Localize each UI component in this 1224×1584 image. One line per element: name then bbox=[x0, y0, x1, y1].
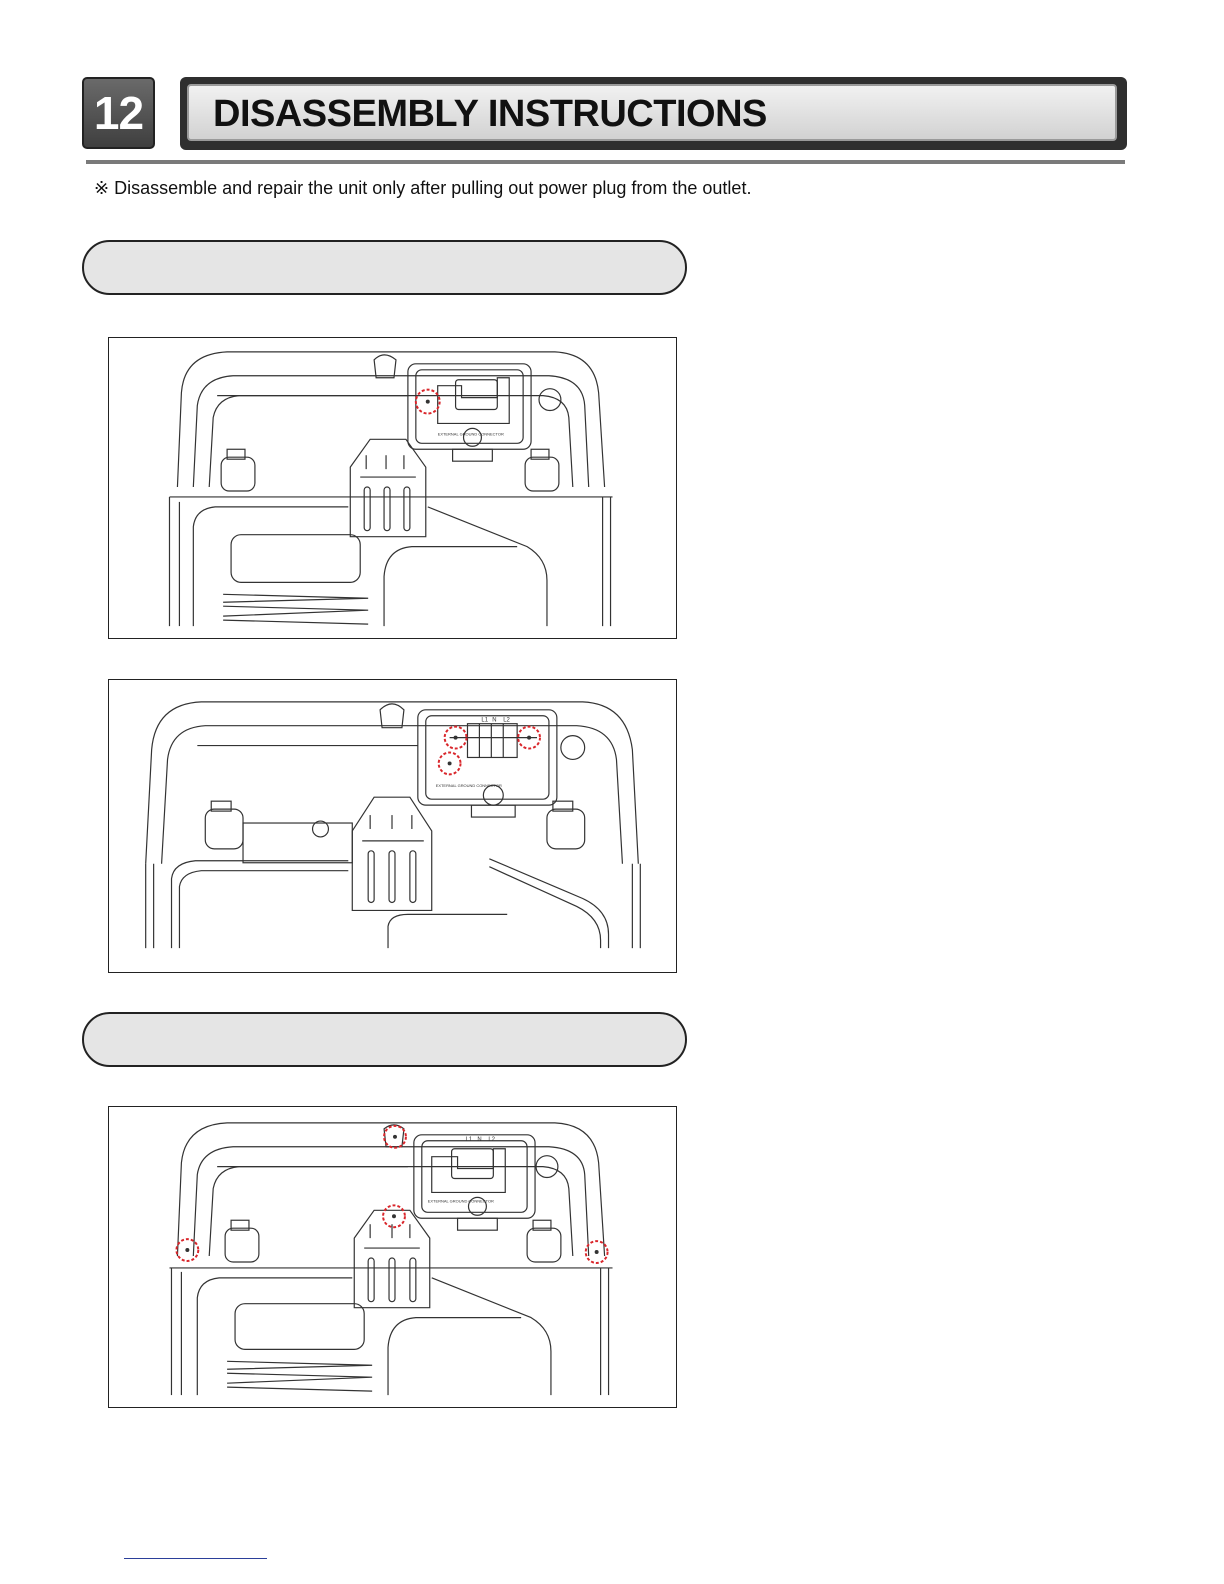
figure-2-ground-label: EXTERNAL GROUND CONNECTOR bbox=[435, 783, 502, 789]
figure-2-terminal-label-l2: L2 bbox=[503, 717, 510, 724]
figure-2-terminal-block bbox=[108, 679, 677, 973]
footer-link-underline bbox=[124, 1558, 267, 1559]
figure-2-drawing bbox=[109, 680, 676, 972]
figure-3-terminal-label-l1: L1 bbox=[465, 1136, 473, 1143]
figure-1-screw-1 bbox=[426, 400, 430, 404]
header-rule bbox=[86, 160, 1125, 164]
figure-1-ground-label: EXTERNAL GROUND CONNECTOR bbox=[437, 431, 504, 437]
figure-2-terminal-label-l1: L1 bbox=[481, 717, 489, 724]
figure-3-terminal-label-l2: L2 bbox=[488, 1136, 495, 1143]
figure-3-top-cover-screws bbox=[108, 1106, 677, 1408]
figure-2-terminal-label-n: N bbox=[492, 717, 497, 724]
section-number-badge: 12 bbox=[82, 77, 155, 149]
section-heading-bar-1 bbox=[82, 240, 687, 295]
section-heading-bar-2 bbox=[82, 1012, 687, 1067]
figure-1-drawing bbox=[109, 338, 676, 638]
figure-3-terminal-label-n: N bbox=[477, 1136, 482, 1143]
figure-1-rear-panel bbox=[108, 337, 677, 639]
figure-3-screw-bracket bbox=[392, 1214, 396, 1218]
page-title: DISASSEMBLY INSTRUCTIONS bbox=[213, 93, 767, 135]
figure-3-screw-left bbox=[185, 1248, 189, 1252]
figure-2-screw-2 bbox=[527, 736, 531, 740]
figure-3-ground-label: EXTERNAL GROUND CONNECTOR bbox=[427, 1198, 494, 1204]
figure-2-screw-3 bbox=[448, 761, 452, 765]
figure-3-drawing bbox=[109, 1107, 676, 1407]
figure-2-screw-1 bbox=[454, 736, 458, 740]
warning-note: ※ Disassemble and repair the unit only after pulling out power plug from the outlet. bbox=[94, 178, 752, 198]
figure-3-screw-right bbox=[595, 1250, 599, 1254]
title-banner-inner bbox=[187, 84, 1117, 141]
title-banner bbox=[180, 77, 1127, 150]
figure-3-screw-top bbox=[393, 1135, 397, 1139]
